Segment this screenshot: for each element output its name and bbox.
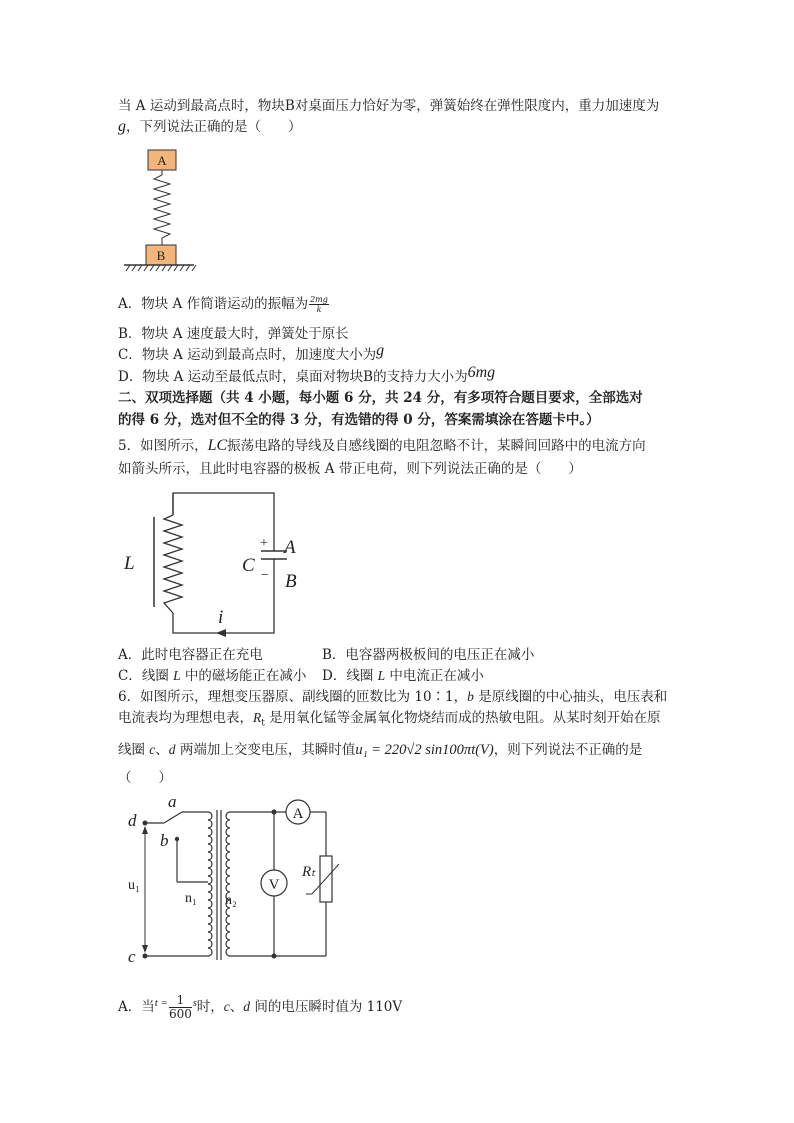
label-a: A (284, 537, 296, 558)
q4-option-a: A．物块 A 作简谐运动的振幅为 $\frac{2mg}{k}$ (118, 295, 328, 314)
q6-option-a: A．当$^{t =}$ $\frac{1}{600}$ $^s$时，c、d 间的电压瞬时值为 110V (118, 993, 403, 1021)
label-a: a (168, 794, 177, 811)
q4-stem-line1: 当 A 运动到最高点时，物块B对桌面压力恰好为零，弹簧始终在弹性限度内，重力加速度为 (118, 98, 660, 114)
q4-option-b: B．物块 A 速度最大时，弹簧处于原长 (118, 326, 349, 342)
q5-option-c: C．线圈 L 中的磁场能正在减小 (118, 668, 307, 684)
q4-option-d: D．物块 A 运动至最低点时，桌面对物块B的支持力大小为6mg (118, 364, 496, 385)
primary-coil (208, 812, 212, 956)
label-d: d (128, 811, 137, 830)
switch-blade (164, 812, 182, 823)
label-plus: + (260, 536, 268, 551)
label-minus: − (261, 568, 269, 583)
q5-stem-line1: 5．如图所示，LC振荡电路的导线及自感线圈的电阻忽略不计，某瞬间回路中的电流方向 (118, 437, 646, 454)
label-b: B (285, 571, 297, 592)
label-n1: n₁ (185, 891, 197, 906)
spring-block-figure (120, 145, 200, 275)
time-fraction: $\frac{1}{600}$ (168, 993, 192, 1021)
q5-option-d: D．线圈 L 中电流正在减小 (322, 668, 484, 684)
q4-option-c: C．物块 A 运动到最高点时，加速度大小为g (118, 342, 385, 363)
q6-stem-line4: （ ） (118, 770, 172, 786)
label-n2: n₂ (225, 893, 237, 908)
inductor-coil (164, 515, 182, 613)
lc-circuit-figure (118, 485, 298, 645)
section2-heading-line1: 二、双项选择题（共 4 小题，每小题 6 分，共 24 分，有多项符合题目要求，全部选对 (118, 390, 643, 406)
label-i: i (218, 607, 224, 628)
label-ammeter: A (292, 806, 304, 822)
secondary-coil (226, 812, 230, 956)
q5-stem-line2: 如箭头所示，且此时电容器的极板 A 带正电荷，则下列说法正确的是（ ） (118, 461, 582, 477)
amplitude-fraction: $\frac{2mg}{k}$ (310, 295, 328, 314)
q5-option-b: B．电容器两极板间的电压正在减小 (322, 647, 535, 663)
circuit-loop (173, 493, 274, 633)
section2-heading-line2: 的得 6 分，选对但不全的得 3 分，有选错的得 0 分，答案需填涂在答题卡中。） (118, 412, 600, 428)
ground-hatch (126, 265, 196, 271)
q5-option-a: A．此时电容器正在充电 (118, 647, 263, 663)
label-c: c (128, 947, 136, 966)
label-l: L (124, 553, 135, 574)
label-u1: u₁ (128, 878, 140, 893)
current-arrow-icon (216, 629, 226, 637)
spring (154, 170, 170, 245)
voltage-formula: u₁ = 220√2 sin100πt(V) (355, 742, 494, 758)
block-b-label: B (156, 248, 166, 263)
label-rt: Rₜ (302, 864, 316, 880)
q6-stem-line2: 电流表均为理想电表，$R_t$ 是用氧化锰等金属氧化物烧结而成的热敏电阻。从某时刻开始在原 (118, 710, 661, 729)
q6-stem-line3: 线圈 c、d 两端加上交变电压，其瞬时值u₁ = 220√2 sin100πt(V)，则下列说法不正确的是 (118, 742, 643, 758)
label-b: b (160, 831, 169, 850)
label-c: C (242, 555, 255, 576)
q6-stem-line1: 6．如图所示，理想变压器原、副线圈的匝数比为 10∶1，b 是原线圈的中心抽头，电压表和 (118, 689, 668, 705)
transformer-circuit-figure (118, 794, 348, 972)
block-a-label: A (157, 153, 167, 168)
label-v: V (268, 877, 280, 893)
q4-stem-line2: g，下列说法正确的是（ ） (118, 118, 302, 135)
